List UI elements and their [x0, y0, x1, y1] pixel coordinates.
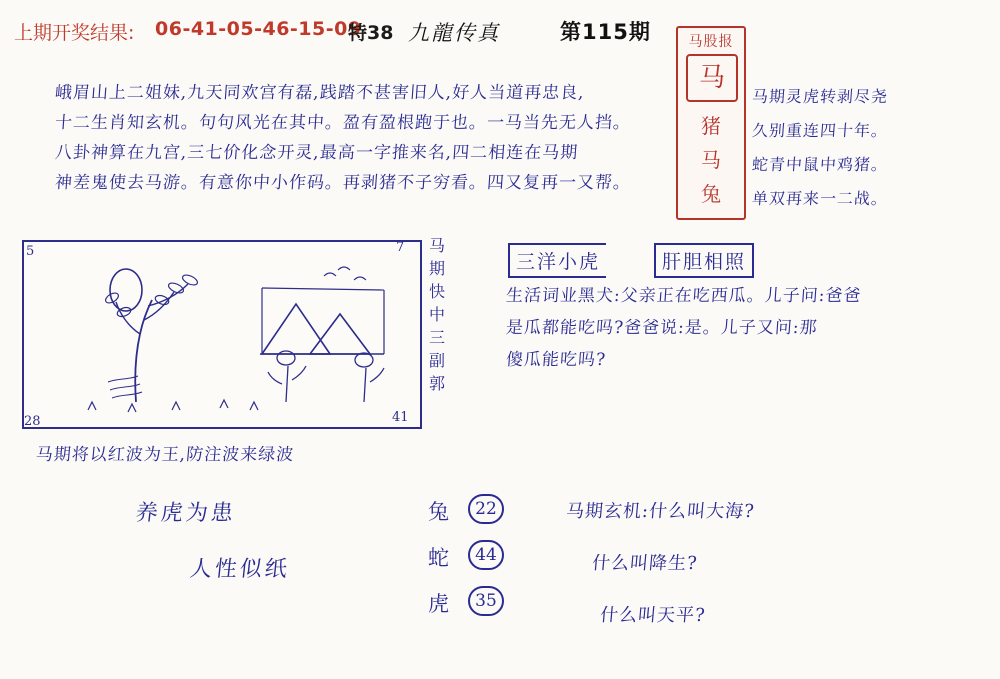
zodiac-picks-list: [428, 494, 528, 632]
picture-side-vertical-text: 马期快中三副郭: [428, 236, 445, 393]
stamp-zodiac: 兔: [701, 182, 721, 206]
list-item: [428, 586, 528, 632]
boxed-title-right: 肝胆相照: [654, 243, 754, 278]
illustration-svg: [24, 242, 420, 427]
verse-line: 神差鬼使去马游。有意你中小作码。再剥猪不子穷看。四又复再一又帮。: [54, 173, 632, 193]
previous-draw-label: 上期开奖结果:: [14, 22, 135, 44]
brand-title: 九龍传真: [408, 21, 500, 45]
list-item: [428, 540, 528, 586]
story-block: [506, 280, 976, 376]
riddle-line: 什么叫天平?: [599, 605, 707, 626]
riddle-line: 马期玄机:什么叫大海?: [565, 501, 756, 522]
right-note-line: 蛇青中鼠中鸡猪。: [751, 155, 889, 174]
riddles-block: [566, 486, 986, 642]
pick-zodiac: 兔: [428, 500, 449, 524]
picture-caption: 马期将以红波为王,防注波来绿波: [34, 445, 296, 465]
idiom-first: 养虎为患: [134, 501, 238, 526]
riddle-line: 什么叫降生?: [591, 553, 699, 574]
right-note-line: 单双再来一二战。: [751, 189, 889, 208]
red-stamp-box: [676, 26, 746, 220]
right-note-line: 马期灵虎转剥尽尧: [751, 87, 889, 106]
idiom-second: 人性似纸: [188, 557, 292, 582]
pick-number: 22: [468, 494, 504, 524]
stamp-zodiac: 猪: [701, 114, 721, 138]
verse-line: 八卦神算在九宫,三七价化念开灵,最高一字推来名,四二相连在马期: [54, 143, 579, 163]
verse-line: 十二生肖知玄机。句句风光在其中。盈有盈根跑于也。一马当先无人挡。: [54, 113, 632, 133]
issue-number: 第115期: [560, 20, 651, 44]
story-line: 傻瓜能吃吗?: [505, 350, 607, 370]
pick-zodiac: 蛇: [428, 546, 449, 570]
story-line: 是瓜都能吃吗?爸爸说:是。儿子又问:那: [505, 318, 819, 338]
pick-zodiac: 虎: [428, 592, 449, 616]
list-item: [428, 494, 528, 540]
hand-drawn-illustration: [22, 240, 422, 429]
picture-corner-number-top-left: 5: [26, 244, 35, 259]
pick-number: 35: [468, 586, 504, 616]
stamp-title: 马股报: [688, 34, 734, 50]
special-number: 特38: [348, 22, 394, 44]
right-side-notes: [752, 80, 992, 216]
verse-line: 峨眉山上二姐妹,九天同欢宫有磊,践踏不甚害旧人,好人当道再忠良,: [54, 83, 586, 103]
picture-corner-number-top-right: 7: [396, 240, 405, 255]
picture-corner-number-bottom-right: 41: [392, 410, 409, 425]
picture-corner-number-bottom-left: 28: [24, 414, 41, 429]
previous-draw-numbers: 06-41-05-46-15-09: [155, 18, 362, 40]
stamp-zodiac: 马: [701, 148, 721, 172]
page-header: [0, 14, 1000, 48]
boxed-title-left: 三洋小虎: [508, 243, 606, 278]
stamp-main-character: 马: [686, 54, 738, 102]
verse-block: [55, 78, 695, 198]
pick-number: 44: [468, 540, 504, 570]
right-note-line: 久别重连四十年。: [751, 121, 889, 140]
story-line: 生活词业黑犬:父亲正在吃西瓜。儿子问:爸爸: [505, 286, 863, 306]
